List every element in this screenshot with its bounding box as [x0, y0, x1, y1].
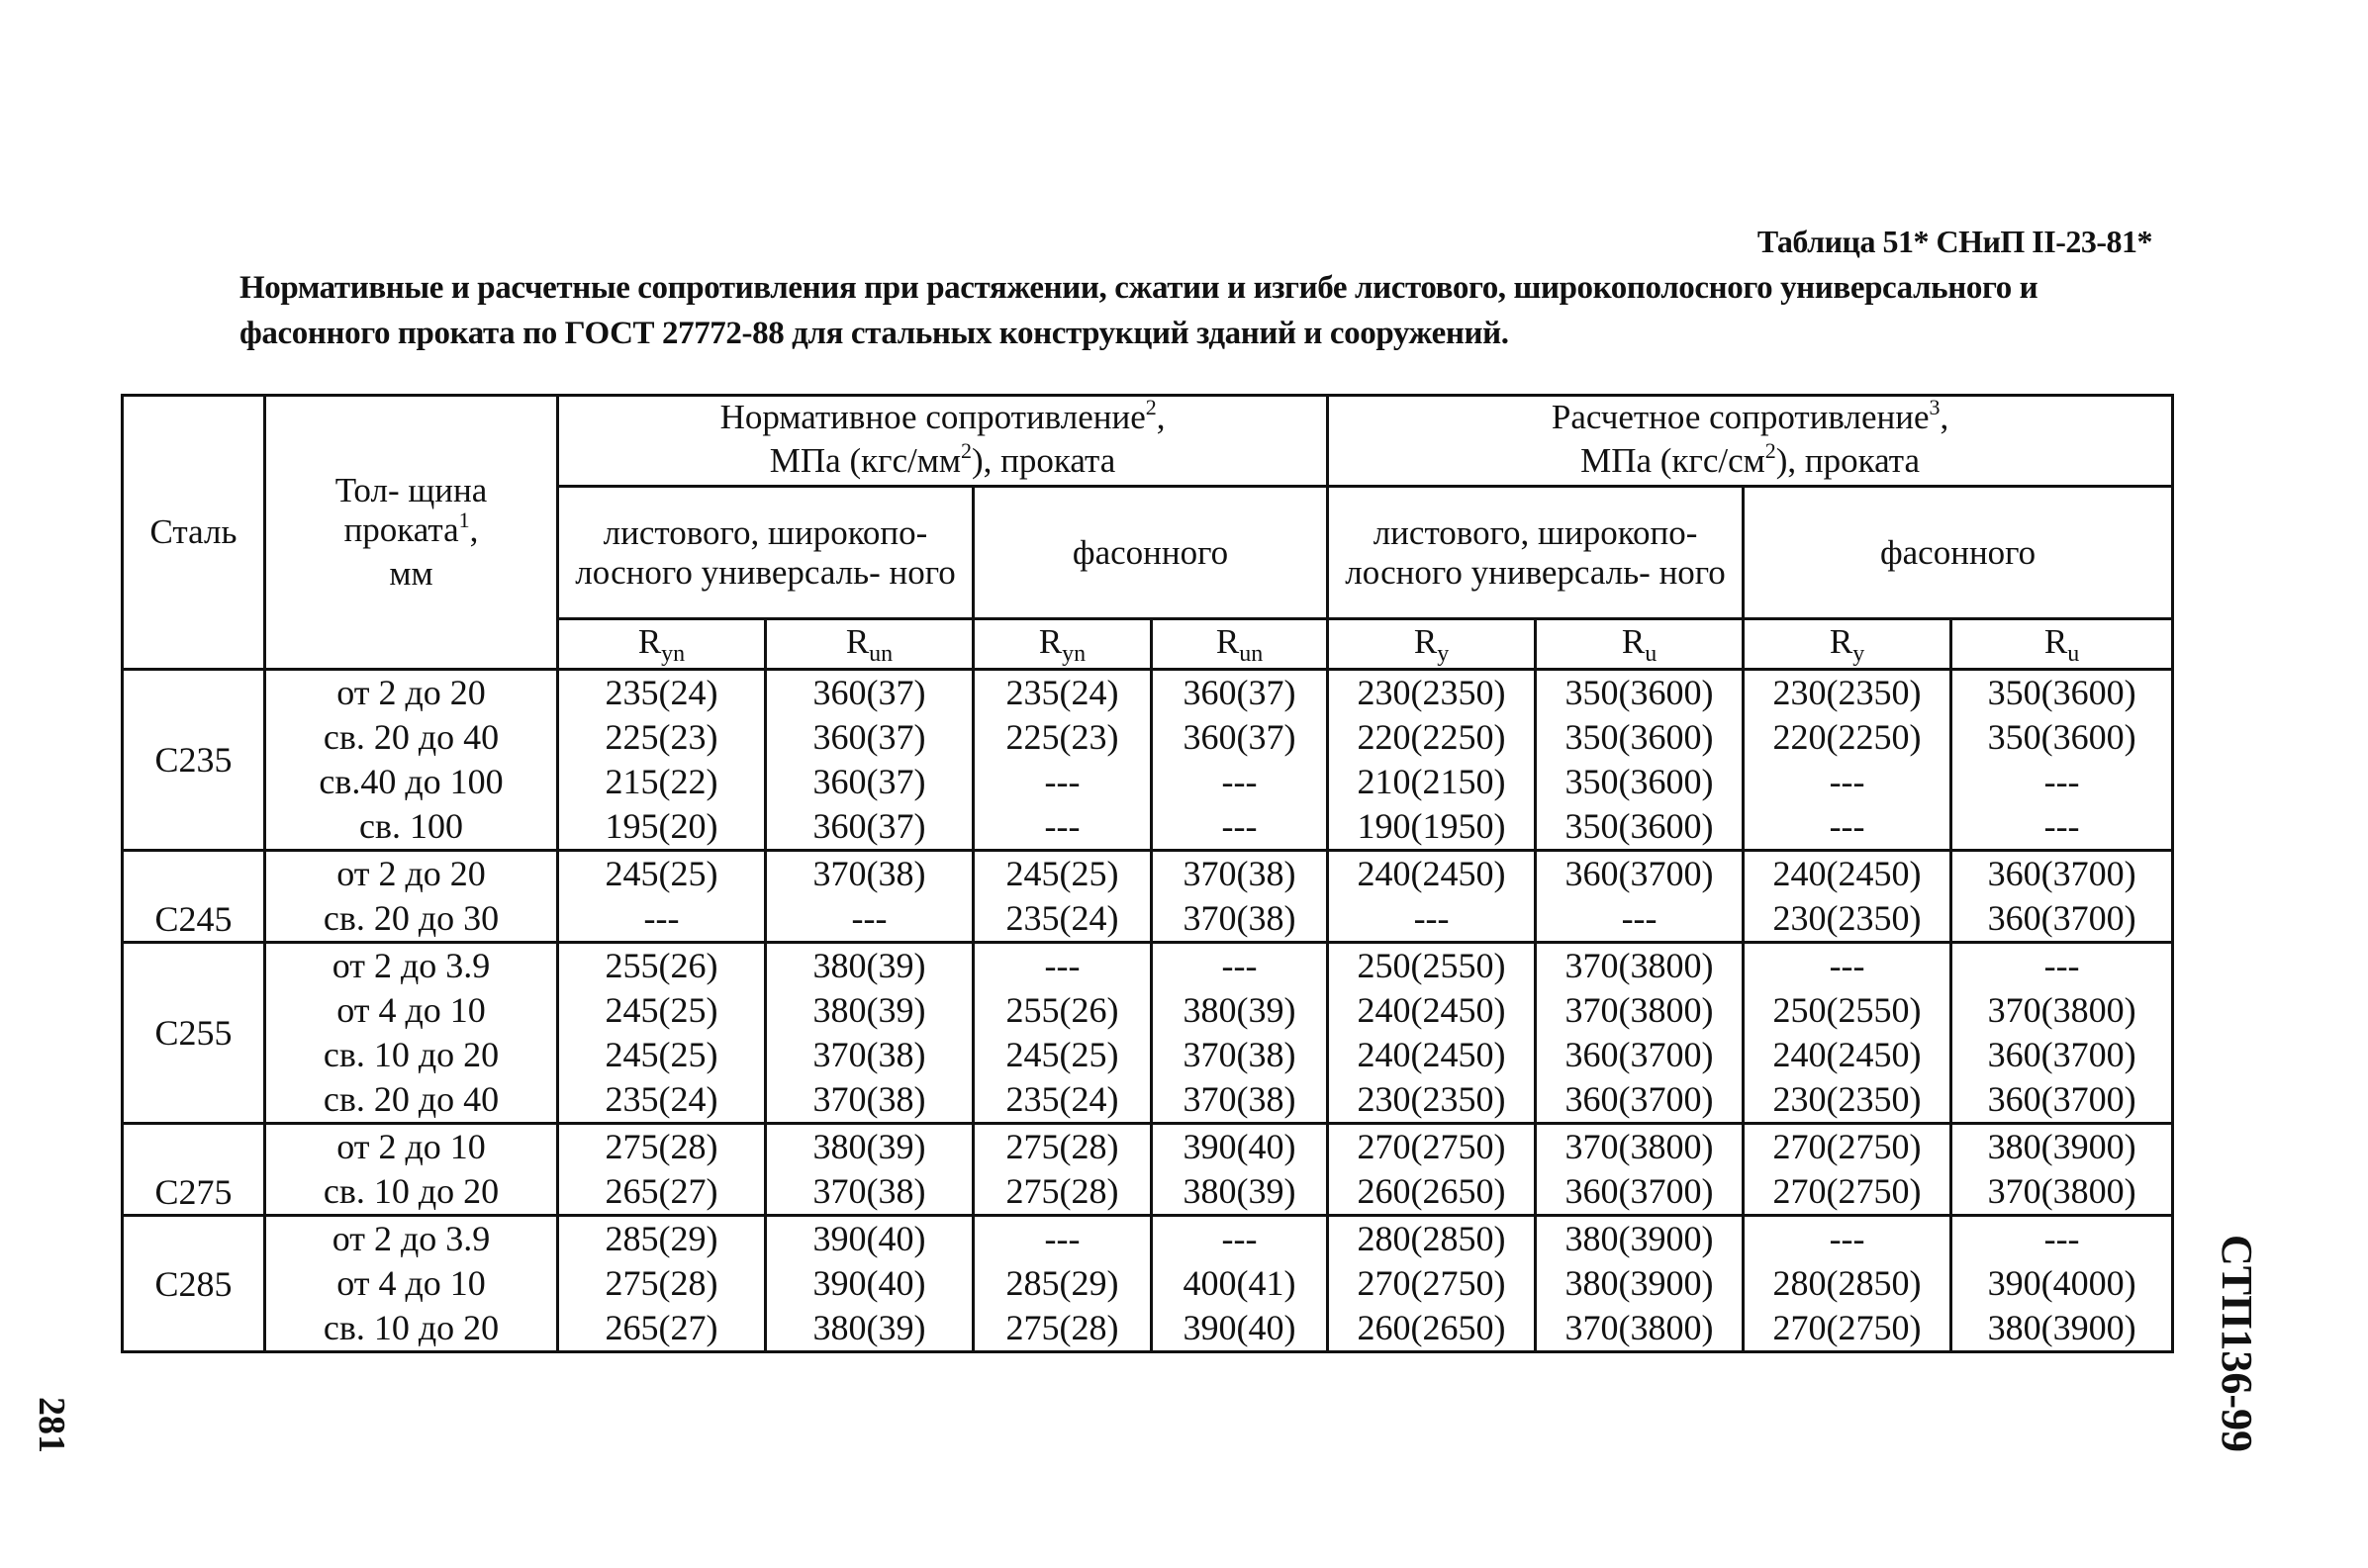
- ry-sheet-cell: [1328, 1124, 1536, 1216]
- table-value: 275(28): [605, 1127, 718, 1166]
- table-value: 255(26): [605, 946, 718, 985]
- table-value: 350(3600): [1564, 806, 1714, 846]
- table-value: 245(25): [605, 1035, 718, 1074]
- table-value: 380(39): [812, 1308, 926, 1347]
- table-value: 285(29): [1005, 1263, 1119, 1303]
- table-value: 260(2650): [1357, 1308, 1506, 1347]
- ryn-shaped-cell: [974, 670, 1152, 851]
- ru-shaped-cell: [1951, 943, 2173, 1124]
- table-value: 240(2450): [1357, 1035, 1506, 1074]
- table-value: 245(25): [605, 990, 718, 1030]
- table-value: 230(2350): [1357, 1079, 1506, 1119]
- table-value: 270(2750): [1357, 1263, 1506, 1303]
- table-value: ---: [1829, 946, 1865, 985]
- table-value: 360(3700): [1564, 1171, 1714, 1211]
- table-value: 250(2550): [1357, 946, 1506, 985]
- ru-sheet-cell: [1536, 1124, 1744, 1216]
- table-value: 265(27): [605, 1308, 718, 1347]
- ru-sheet-header: $R_u$: [1536, 619, 1744, 670]
- ryn-sheet-cell: [558, 1124, 766, 1216]
- ry-shaped-cell: [1744, 1124, 1951, 1216]
- table-value: 370(38): [812, 854, 926, 893]
- thickness-cell: [265, 1216, 558, 1352]
- ry-sheet-cell: [1328, 670, 1536, 851]
- ryn-shaped-header: $R_{yn}$: [974, 619, 1152, 670]
- steel-grade-cell: С275: [123, 1124, 265, 1216]
- table-value: 380(39): [1183, 990, 1296, 1030]
- table-value: 275(28): [605, 1263, 718, 1303]
- table-value: 360(37): [812, 762, 926, 801]
- run-shaped-header: $R_{un}$: [1152, 619, 1328, 670]
- thickness-label: Тол- щина проката: [334, 471, 488, 549]
- table-value: 350(3600): [1564, 762, 1714, 801]
- table-value: 350(3600): [1564, 673, 1714, 712]
- ru-sheet-cell: [1536, 943, 1744, 1124]
- table-value: ---: [2043, 1219, 2080, 1258]
- ry-sheet-cell: [1328, 1216, 1536, 1352]
- table-value: 235(24): [605, 673, 718, 712]
- table-value: 260(2650): [1357, 1171, 1506, 1211]
- thickness-cell: [265, 1124, 558, 1216]
- table-value: 225(23): [1005, 717, 1119, 757]
- table-value: 360(37): [812, 806, 926, 846]
- normative-footnote: 2: [1145, 395, 1157, 419]
- table-value: 235(24): [1005, 673, 1119, 712]
- table-value: 275(28): [1005, 1171, 1119, 1211]
- table-value: 280(2850): [1357, 1219, 1506, 1258]
- steel-group-row: [123, 1124, 2173, 1216]
- table-value: 230(2350): [1772, 673, 1922, 712]
- table-value: 225(23): [605, 717, 718, 757]
- table-value: 350(3600): [1987, 717, 2136, 757]
- table-value: 230(2350): [1772, 898, 1922, 938]
- thickness-unit: мм: [389, 554, 433, 593]
- table-value: от 2 до 20: [336, 673, 486, 712]
- table-value: 235(24): [1005, 898, 1119, 938]
- table-value: 270(2750): [1357, 1127, 1506, 1166]
- design-header: Расчетное сопротивление$^3$, МПа $(кгс/см^2)$, проката: [1328, 396, 2173, 487]
- table-value: 380(3900): [1564, 1219, 1714, 1258]
- steel-group-row: [123, 1216, 2173, 1352]
- table-value: 360(3700): [1987, 898, 2136, 938]
- document-code: СТП136-99: [2213, 1235, 2261, 1452]
- col-thickness-header: Тол- щина проката$^1$, мм: [265, 396, 558, 670]
- normative-label: Нормативное сопротивление: [719, 397, 1146, 436]
- table-value: 235(24): [605, 1079, 718, 1119]
- table-value: 360(3700): [1564, 1035, 1714, 1074]
- table-value: 380(39): [1183, 1171, 1296, 1211]
- steel-group-row: [123, 670, 2173, 851]
- table-title: Нормативные и расчетные сопротивления при растяжении, сжатии и изгибе листового, широкополосного универсального и фасонного проката по ГОСТ 27772-88 для стальных конструкций зданий и сооружений.: [239, 270, 2038, 351]
- table-value: 390(40): [812, 1263, 926, 1303]
- ryn-sheet-cell: [558, 670, 766, 851]
- run-sheet-cell: [766, 943, 974, 1124]
- table-value: ---: [1829, 1219, 1865, 1258]
- table-value: 380(3900): [1987, 1127, 2136, 1166]
- table-value: ---: [1829, 762, 1865, 801]
- table-value: 370(38): [1183, 1079, 1296, 1119]
- table-value: 285(29): [605, 1219, 718, 1258]
- table-value: 370(38): [1183, 1035, 1296, 1074]
- table-value: 360(37): [812, 673, 926, 712]
- table-value: от 2 до 3.9: [332, 946, 491, 985]
- table-value: 370(38): [1183, 854, 1296, 893]
- table-value: 240(2450): [1357, 854, 1506, 893]
- col-steel-header: Сталь: [123, 396, 265, 670]
- normative-unit: МПа $(кгс/мм^2)$, проката: [769, 437, 1116, 480]
- run-shaped-cell: [1152, 943, 1328, 1124]
- ru-shaped-cell: [1951, 670, 2173, 851]
- ru-sheet-cell: [1536, 670, 1744, 851]
- ryn-sheet-cell: [558, 1216, 766, 1352]
- table-value: св. 100: [359, 806, 463, 846]
- steel-grade-cell: С235: [123, 670, 265, 851]
- ry-shaped-cell: [1744, 851, 1951, 943]
- table-value: 370(3800): [1564, 1308, 1714, 1347]
- table-value: 350(3600): [1987, 673, 2136, 712]
- table-value: 380(3900): [1564, 1263, 1714, 1303]
- table-value: ---: [2043, 806, 2080, 846]
- table-value: св. 20 до 30: [323, 898, 500, 938]
- table-value: ---: [1621, 898, 1658, 938]
- table-value: 380(3900): [1987, 1308, 2136, 1347]
- table-value: св. 10 до 20: [323, 1035, 500, 1074]
- table-value: 270(2750): [1772, 1171, 1922, 1211]
- table-value: 390(4000): [1987, 1263, 2136, 1303]
- ryn-shaped-cell: [974, 1124, 1152, 1216]
- design-sheet-header: листового, широкопо- лосного универсаль- ного: [1328, 487, 1744, 619]
- ry-shaped-cell: [1744, 1216, 1951, 1352]
- table-value: 370(3800): [1987, 990, 2136, 1030]
- design-unit: МПа $(кгс/см^2)$, проката: [1580, 437, 1921, 480]
- ru-sheet-cell: [1536, 851, 1744, 943]
- resistance-table: [121, 394, 2174, 1353]
- table-value: 370(38): [812, 1171, 926, 1211]
- ryn-sheet-cell: [558, 943, 766, 1124]
- table-value: 360(3700): [1564, 854, 1714, 893]
- table-value: 275(28): [1005, 1127, 1119, 1166]
- steel-group-row: [123, 851, 2173, 943]
- table-reference: Таблица 51* СНиП II-23-81*: [1756, 224, 2152, 259]
- table-value: св.40 до 100: [319, 762, 504, 801]
- table-value: от 2 до 20: [336, 854, 486, 893]
- table-value: 255(26): [1005, 990, 1119, 1030]
- table-value: 240(2450): [1772, 854, 1922, 893]
- design-shaped-header: фасонного: [1744, 487, 2173, 619]
- table-value: 400(41): [1183, 1263, 1296, 1303]
- ry-sheet-header: $R_y$: [1328, 619, 1536, 670]
- table-value: 220(2250): [1772, 717, 1922, 757]
- table-value: св. 10 до 20: [323, 1308, 500, 1347]
- table-value: 350(3600): [1564, 717, 1714, 757]
- table-value: 370(3800): [1564, 990, 1714, 1030]
- ru-sheet-cell: [1536, 1216, 1744, 1352]
- steel-grade-cell: С255: [123, 943, 265, 1124]
- table-value: ---: [1044, 1219, 1081, 1258]
- normative-sheet-header: листового, широкопо- лосного универсаль- ного: [558, 487, 974, 619]
- design-footnote: 3: [1929, 395, 1941, 419]
- table-value: 360(3700): [1987, 854, 2136, 893]
- ry-shaped-cell: [1744, 943, 1951, 1124]
- run-sheet-cell: [766, 1124, 974, 1216]
- table-value: 195(20): [605, 806, 718, 846]
- table-value: 380(39): [812, 1127, 926, 1166]
- table-value: ---: [1413, 898, 1450, 938]
- table-value: 370(3800): [1564, 1127, 1714, 1166]
- page-number: 281: [31, 1397, 72, 1453]
- run-shaped-cell: [1152, 1216, 1328, 1352]
- table-header: [123, 396, 2173, 670]
- table-value: ---: [2043, 946, 2080, 985]
- ru-shaped-cell: [1951, 1124, 2173, 1216]
- table-value: 370(3800): [1564, 946, 1714, 985]
- table-value: от 4 до 10: [336, 1263, 486, 1303]
- table-value: от 4 до 10: [336, 990, 486, 1030]
- table-value: ---: [2043, 762, 2080, 801]
- thickness-cell: [265, 851, 558, 943]
- table-value: 270(2750): [1772, 1308, 1922, 1347]
- table-value: 215(22): [605, 762, 718, 801]
- table-value: 360(3700): [1987, 1035, 2136, 1074]
- run-shaped-cell: [1152, 851, 1328, 943]
- table-value: ---: [1221, 1219, 1258, 1258]
- ry-sheet-cell: [1328, 851, 1536, 943]
- run-shaped-cell: [1152, 1124, 1328, 1216]
- table-value: ---: [643, 898, 680, 938]
- table-value: 265(27): [605, 1171, 718, 1211]
- ryn-sheet-header: $R_{yn}$: [558, 619, 766, 670]
- table-value: 245(25): [605, 854, 718, 893]
- table-value: 370(3800): [1987, 1171, 2136, 1211]
- normative-shaped-header: фасонного: [974, 487, 1328, 619]
- table-value: 360(37): [1183, 717, 1296, 757]
- table-value: 360(37): [1183, 673, 1296, 712]
- table-value: 245(25): [1005, 1035, 1119, 1074]
- table-value: ---: [1829, 806, 1865, 846]
- table-value: 190(1950): [1357, 806, 1506, 846]
- normative-header: Нормативное сопротивление$^2$, МПа $(кгс/мм^2)$, проката: [558, 396, 1328, 487]
- table-value: св. 20 до 40: [323, 717, 500, 757]
- thickness-cell: [265, 670, 558, 851]
- table-value: ---: [1044, 946, 1081, 985]
- table-value: ---: [1044, 806, 1081, 846]
- run-shaped-cell: [1152, 670, 1328, 851]
- table-value: 380(39): [812, 946, 926, 985]
- ry-sheet-cell: [1328, 943, 1536, 1124]
- ru-shaped-cell: [1951, 1216, 2173, 1352]
- table-value: 235(24): [1005, 1079, 1119, 1119]
- steel-grade-cell: С285: [123, 1216, 265, 1352]
- design-label: Расчетное сопротивление: [1551, 397, 1930, 436]
- ru-shaped-header: $R_u$: [1951, 619, 2173, 670]
- ru-shaped-cell: [1951, 851, 2173, 943]
- run-sheet-cell: [766, 1216, 974, 1352]
- table-value: ---: [1221, 806, 1258, 846]
- table-value: 370(38): [812, 1079, 926, 1119]
- run-sheet-header: $R_{un}$: [766, 619, 974, 670]
- table-value: 245(25): [1005, 854, 1119, 893]
- thickness-cell: [265, 943, 558, 1124]
- ryn-shaped-cell: [974, 851, 1152, 943]
- table-value: 370(38): [812, 1035, 926, 1074]
- table-body: [123, 670, 2173, 1352]
- table-value: 210(2150): [1357, 762, 1506, 801]
- table-value: св. 10 до 20: [323, 1171, 500, 1211]
- table-value: 360(37): [812, 717, 926, 757]
- ryn-shaped-cell: [974, 943, 1152, 1124]
- table-value: 230(2350): [1357, 673, 1506, 712]
- table-value: 230(2350): [1772, 1079, 1922, 1119]
- ry-shaped-header: $R_y$: [1744, 619, 1951, 670]
- table-value: 280(2850): [1772, 1263, 1922, 1303]
- ryn-sheet-cell: [558, 851, 766, 943]
- table-value: от 2 до 3.9: [332, 1219, 491, 1258]
- table-value: ---: [851, 898, 888, 938]
- table-value: 390(40): [1183, 1308, 1296, 1347]
- thickness-footnote: 1: [458, 507, 470, 532]
- steel-grade-cell: С245: [123, 851, 265, 943]
- table-value: 240(2450): [1772, 1035, 1922, 1074]
- run-sheet-cell: [766, 851, 974, 943]
- table-value: 275(28): [1005, 1308, 1119, 1347]
- table-value: 220(2250): [1357, 717, 1506, 757]
- steel-group-row: [123, 943, 2173, 1124]
- table-value: 360(3700): [1987, 1079, 2136, 1119]
- table-value: 390(40): [812, 1219, 926, 1258]
- table-value: 360(3700): [1564, 1079, 1714, 1119]
- table-value: 240(2450): [1357, 990, 1506, 1030]
- table-value: 250(2550): [1772, 990, 1922, 1030]
- table-value: 370(38): [1183, 898, 1296, 938]
- run-sheet-cell: [766, 670, 974, 851]
- table-value: 390(40): [1183, 1127, 1296, 1166]
- table-value: св. 20 до 40: [323, 1079, 500, 1119]
- table-value: от 2 до 10: [336, 1127, 486, 1166]
- table-value: ---: [1044, 762, 1081, 801]
- table-value: ---: [1221, 946, 1258, 985]
- ry-shaped-cell: [1744, 670, 1951, 851]
- table-value: 380(39): [812, 990, 926, 1030]
- table-value: 270(2750): [1772, 1127, 1922, 1166]
- ryn-shaped-cell: [974, 1216, 1152, 1352]
- table-value: ---: [1221, 762, 1258, 801]
